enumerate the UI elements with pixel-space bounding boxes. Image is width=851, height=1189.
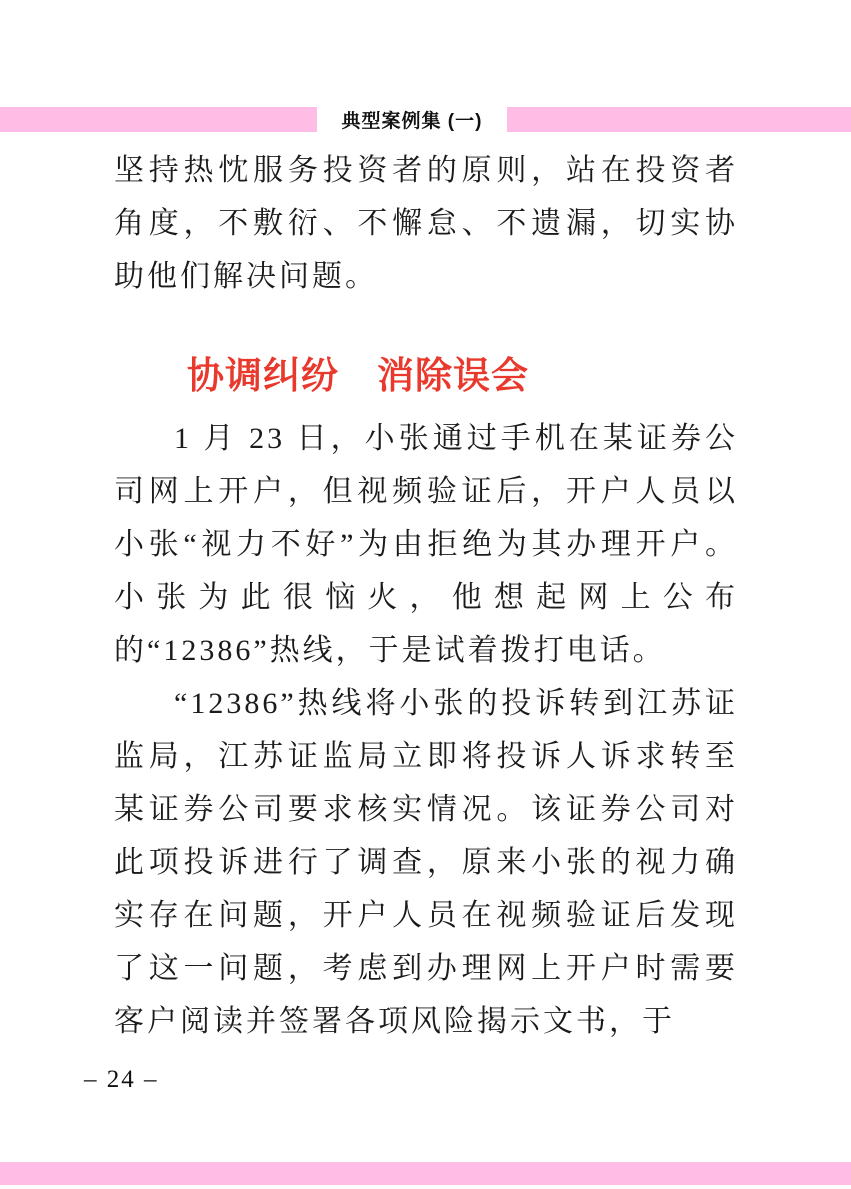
header-decorative-bar-left [0, 107, 317, 132]
paragraph: “12386”热线将小张的投诉转到江苏证监局，江苏证监局立即将投诉人诉求转至某证券公司要求核实情况。该证券公司对此项投诉进行了调查，原来小张的视力确实存在问题，开户人员在视频验证后发现了这一问题，考虑到办理网上开户时需要客户阅读并签署各项风险揭示文书，于 [114, 687, 738, 1038]
intro-paragraph: 坚持热忱服务投资者的原则，站在投资者角度，不敷衍、不懈怠、不遗漏，切实协助他们解决问题。 [114, 154, 738, 293]
paragraph: 1 月 23 日，小张通过手机在某证券公司网上开户，但视频验证后，开户人员以小张“视力不好”为由拒绝为其办理开户。小张为此很恼火，他想起网上公布的“12386”热线，于是试着拨打电话。 [114, 422, 738, 667]
section-heading: 协调纠纷 消除误会 [187, 355, 529, 396]
page-body [114, 144, 738, 1048]
header-decorative-bar-right [507, 107, 851, 132]
page-number: – 24 – [84, 1066, 159, 1093]
footer-decorative-bar [0, 1162, 851, 1185]
running-header-title: 典型案例集 (一) [341, 110, 483, 132]
